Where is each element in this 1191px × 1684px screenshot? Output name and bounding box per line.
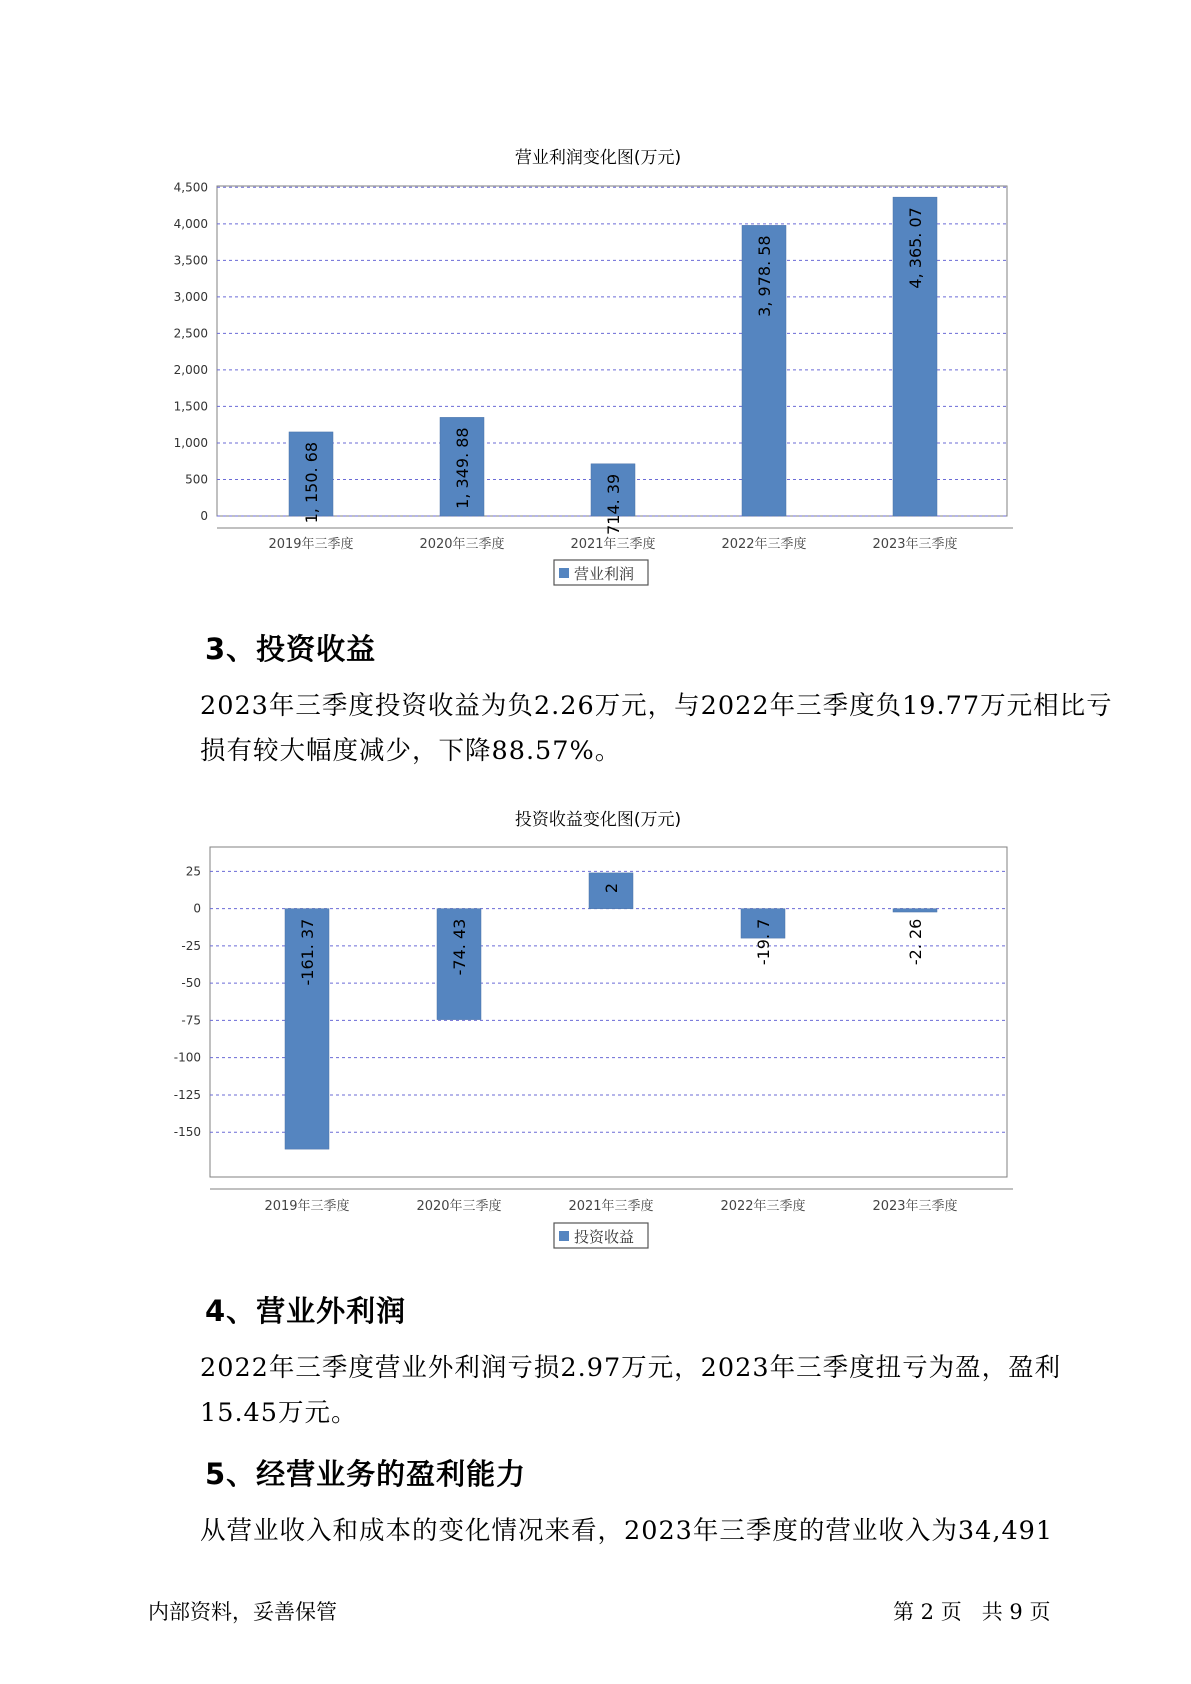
x-tick-labels [264, 1198, 957, 1214]
x-tick-label: 2021年三季度 [570, 537, 656, 552]
y-tick-label: -100 [173, 1050, 201, 1065]
bar-value-label: -19. 7 [754, 918, 773, 966]
bar-value-label: 1, 349. 88 [453, 427, 472, 509]
y-tick-label: 0 [193, 901, 201, 916]
y-tick-label: 2,000 [173, 362, 208, 377]
y-tick-label: 3,500 [173, 253, 208, 268]
x-tick-label: 2020年三季度 [419, 537, 505, 552]
y-tick-label: -75 [181, 1013, 201, 1028]
bar-value-label: 1, 150. 68 [302, 441, 321, 524]
bar-value-label: 714. 39 [604, 473, 623, 535]
chart-title: 投资收益变化图(万元) [514, 810, 682, 830]
section-heading-investment-income: 3、投资收益 [205, 632, 377, 666]
y-tick-label: 3,000 [173, 289, 208, 304]
x-tick-label: 2022年三季度 [721, 537, 807, 552]
y-tick-label: 1,000 [173, 435, 208, 450]
y-tick-label: 0 [200, 509, 208, 523]
x-tick-label: 2020年三季度 [416, 1199, 502, 1214]
paragraph-non-operating-profit: 2022年三季度营业外利润亏损2.97万元，2023年三季度扭亏为盈，盈利15.45万元。 [200, 1353, 1062, 1428]
bar [893, 909, 937, 912]
legend-label: 投资收益 [574, 1228, 635, 1246]
footer-page-number: 第 2 页 共 9 页 [893, 1600, 1051, 1624]
y-tick-labels [174, 864, 201, 1139]
bar-value-label: -74. 43 [450, 918, 469, 976]
section-heading-non-operating-profit: 4、营业外利润 [205, 1294, 407, 1328]
y-tick-label: 4,000 [173, 216, 208, 231]
y-tick-label: 1,500 [173, 399, 208, 414]
x-tick-label: 2021年三季度 [568, 1199, 654, 1214]
y-tick-label: -50 [181, 976, 201, 991]
bar-value-label: 4, 365. 07 [906, 207, 925, 289]
footer-confidential-note: 内部资料，妥善保管 [148, 1600, 337, 1624]
x-tick-label: 2023年三季度 [872, 1199, 958, 1214]
bar-value-label: 3, 978. 58 [755, 235, 774, 317]
legend-label: 营业利润 [574, 565, 635, 583]
y-tick-label: 4,500 [173, 180, 208, 195]
bar-value-label: 2 [602, 882, 621, 894]
paragraph-investment-income: 2023年三季度投资收益为负2.26万元，与2022年三季度负19.77万元相比亏损有较大幅度减少，下降88.57%。 [200, 691, 1113, 766]
y-tick-label: -150 [173, 1125, 201, 1140]
legend-swatch [559, 1231, 569, 1241]
y-tick-label: -25 [181, 938, 201, 953]
y-tick-label: 25 [185, 864, 201, 879]
x-tick-label: 2019年三季度 [268, 537, 354, 552]
bar-value-label: -161. 37 [298, 918, 317, 986]
y-tick-label: -125 [173, 1087, 201, 1102]
x-tick-label: 2023年三季度 [872, 537, 958, 552]
chart-title: 营业利润变化图(万元) [514, 148, 682, 168]
paragraph-profitability: 从营业收入和成本的变化情况来看，2023年三季度的营业收入为34,491 [200, 1516, 1054, 1546]
section-heading-profitability: 5、经营业务的盈利能力 [205, 1457, 527, 1491]
x-tick-label: 2022年三季度 [720, 1199, 806, 1214]
bar-value-label: -2. 26 [906, 918, 925, 966]
y-tick-label: 500 [185, 472, 208, 487]
legend [554, 1223, 648, 1248]
y-tick-label: 2,500 [173, 326, 208, 341]
x-tick-label: 2019年三季度 [264, 1199, 350, 1214]
